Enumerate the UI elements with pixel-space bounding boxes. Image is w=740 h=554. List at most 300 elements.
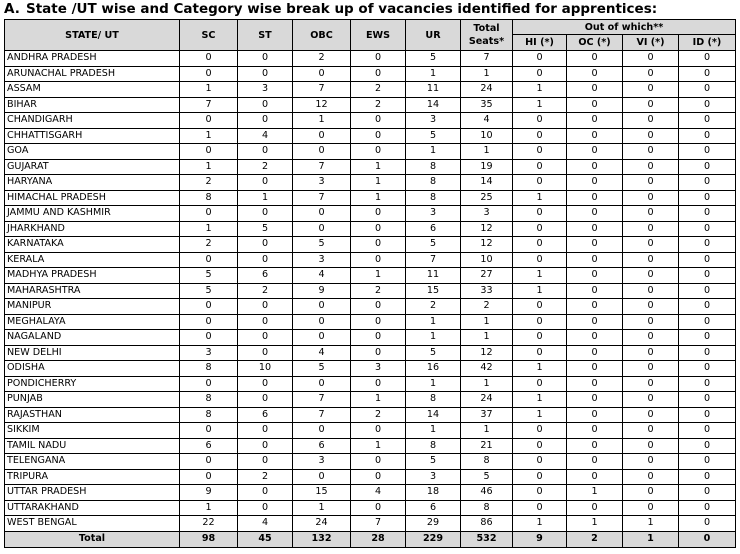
value-cell: 0 — [567, 283, 623, 299]
state-name-cell: CHANDIGARH — [5, 113, 180, 129]
value-cell: 0 — [679, 97, 736, 113]
value-cell: 0 — [623, 97, 679, 113]
value-cell: 6 — [293, 438, 351, 454]
value-cell: 6 — [180, 438, 238, 454]
value-cell: 0 — [351, 237, 406, 253]
state-name-cell: ODISHA — [5, 361, 180, 377]
value-cell: 0 — [623, 361, 679, 377]
value-cell: 8 — [180, 361, 238, 377]
value-cell: 1 — [293, 500, 351, 516]
value-cell: 1 — [406, 66, 461, 82]
value-cell: 0 — [351, 376, 406, 392]
state-name-cell: ARUNACHAL PRADESH — [5, 66, 180, 82]
value-cell: 8 — [461, 500, 513, 516]
value-cell: 0 — [513, 51, 567, 67]
value-cell: 14 — [461, 175, 513, 191]
value-cell: 0 — [623, 190, 679, 206]
state-name-cell: TAMIL NADU — [5, 438, 180, 454]
value-cell: 24 — [461, 82, 513, 98]
value-cell: 0 — [513, 454, 567, 470]
total-label: Total — [5, 531, 180, 547]
value-cell: 0 — [567, 237, 623, 253]
value-cell: 1 — [623, 516, 679, 532]
value-cell: 6 — [238, 407, 293, 423]
value-cell: 0 — [623, 252, 679, 268]
value-cell: 0 — [238, 113, 293, 129]
value-cell: 0 — [623, 268, 679, 284]
value-cell: 0 — [293, 221, 351, 237]
value-cell: 0 — [351, 221, 406, 237]
table-row — [5, 206, 736, 222]
value-cell: 0 — [513, 376, 567, 392]
header-state: STATE/ UT — [5, 20, 180, 51]
value-cell: 2 — [180, 175, 238, 191]
header-id: ID (*) — [679, 35, 736, 51]
value-cell: 0 — [567, 175, 623, 191]
state-name-cell: HARYANA — [5, 175, 180, 191]
value-cell: 0 — [238, 66, 293, 82]
total-cell: 0 — [679, 531, 736, 547]
value-cell: 0 — [238, 500, 293, 516]
table-row — [5, 128, 736, 144]
value-cell: 0 — [513, 113, 567, 129]
table-row — [5, 175, 736, 191]
value-cell: 0 — [180, 66, 238, 82]
table-row — [5, 376, 736, 392]
value-cell: 0 — [567, 82, 623, 98]
value-cell: 6 — [238, 268, 293, 284]
value-cell: 3 — [238, 82, 293, 98]
value-cell: 3 — [293, 252, 351, 268]
value-cell: 5 — [238, 221, 293, 237]
value-cell: 0 — [238, 376, 293, 392]
state-name-cell: GUJARAT — [5, 159, 180, 175]
value-cell: 0 — [293, 128, 351, 144]
value-cell: 1 — [461, 66, 513, 82]
value-cell: 0 — [679, 376, 736, 392]
table-row — [5, 299, 736, 315]
value-cell: 0 — [679, 299, 736, 315]
value-cell: 0 — [567, 407, 623, 423]
value-cell: 1 — [513, 97, 567, 113]
value-cell: 2 — [351, 82, 406, 98]
section-heading — [4, 0, 657, 18]
total-cell: 1 — [623, 531, 679, 547]
value-cell: 4 — [461, 113, 513, 129]
state-name-cell: BIHAR — [5, 97, 180, 113]
value-cell: 0 — [513, 221, 567, 237]
value-cell: 0 — [567, 392, 623, 408]
value-cell: 5 — [406, 128, 461, 144]
value-cell: 3 — [406, 469, 461, 485]
value-cell: 1 — [180, 500, 238, 516]
value-cell: 35 — [461, 97, 513, 113]
value-cell: 0 — [679, 516, 736, 532]
value-cell: 5 — [293, 237, 351, 253]
value-cell: 0 — [293, 423, 351, 439]
value-cell: 0 — [623, 237, 679, 253]
value-cell: 9 — [180, 485, 238, 501]
state-name-cell: GOA — [5, 144, 180, 160]
table-row — [5, 82, 736, 98]
value-cell: 0 — [567, 221, 623, 237]
value-cell: 0 — [679, 330, 736, 346]
value-cell: 1 — [351, 175, 406, 191]
value-cell: 0 — [180, 299, 238, 315]
value-cell: 3 — [461, 206, 513, 222]
value-cell: 0 — [623, 438, 679, 454]
value-cell: 29 — [406, 516, 461, 532]
value-cell: 0 — [623, 82, 679, 98]
state-name-cell: KARNATAKA — [5, 237, 180, 253]
value-cell: 3 — [293, 175, 351, 191]
value-cell: 2 — [406, 299, 461, 315]
state-name-cell: HIMACHAL PRADESH — [5, 190, 180, 206]
value-cell: 0 — [679, 361, 736, 377]
value-cell: 0 — [351, 66, 406, 82]
value-cell: 0 — [238, 438, 293, 454]
header-vi: VI (*) — [623, 35, 679, 51]
value-cell: 0 — [623, 485, 679, 501]
value-cell: 8 — [406, 392, 461, 408]
header-out-of-which: Out of which** — [513, 20, 736, 35]
value-cell: 11 — [406, 82, 461, 98]
value-cell: 8 — [180, 190, 238, 206]
value-cell: 0 — [180, 376, 238, 392]
table-row — [5, 454, 736, 470]
value-cell: 1 — [406, 330, 461, 346]
value-cell: 0 — [567, 159, 623, 175]
value-cell: 5 — [406, 51, 461, 67]
value-cell: 0 — [238, 252, 293, 268]
table-row — [5, 144, 736, 160]
state-name-cell: TELENGANA — [5, 454, 180, 470]
value-cell: 6 — [406, 221, 461, 237]
value-cell: 2 — [351, 407, 406, 423]
value-cell: 2 — [238, 283, 293, 299]
value-cell: 1 — [461, 144, 513, 160]
value-cell: 1 — [461, 314, 513, 330]
value-cell: 14 — [406, 407, 461, 423]
total-cell: 532 — [461, 531, 513, 547]
value-cell: 0 — [513, 485, 567, 501]
table-row — [5, 314, 736, 330]
value-cell: 0 — [623, 144, 679, 160]
value-cell: 0 — [351, 454, 406, 470]
state-name-cell: MANIPUR — [5, 299, 180, 315]
value-cell: 0 — [567, 299, 623, 315]
value-cell: 0 — [238, 51, 293, 67]
value-cell: 0 — [351, 252, 406, 268]
table-row — [5, 221, 736, 237]
table-row — [5, 361, 736, 377]
value-cell: 7 — [293, 392, 351, 408]
total-row — [5, 531, 736, 547]
table-row — [5, 500, 736, 516]
header-total-line2: Seats* — [468, 36, 505, 47]
value-cell: 0 — [351, 345, 406, 361]
value-cell: 0 — [238, 237, 293, 253]
value-cell: 0 — [567, 113, 623, 129]
table-row — [5, 268, 736, 284]
value-cell: 0 — [238, 392, 293, 408]
table-row — [5, 469, 736, 485]
value-cell: 0 — [567, 330, 623, 346]
value-cell: 0 — [351, 500, 406, 516]
value-cell: 1 — [513, 361, 567, 377]
state-name-cell: CHHATTISGARH — [5, 128, 180, 144]
table-row — [5, 159, 736, 175]
value-cell: 12 — [461, 237, 513, 253]
value-cell: 2 — [351, 97, 406, 113]
value-cell: 2 — [180, 237, 238, 253]
section-number: A. — [4, 1, 20, 17]
value-cell: 12 — [461, 345, 513, 361]
value-cell: 0 — [238, 454, 293, 470]
value-cell: 0 — [180, 454, 238, 470]
value-cell: 5 — [293, 361, 351, 377]
value-cell: 1 — [513, 283, 567, 299]
value-cell: 1 — [406, 376, 461, 392]
value-cell: 1 — [180, 159, 238, 175]
value-cell: 9 — [293, 283, 351, 299]
state-name-cell: KERALA — [5, 252, 180, 268]
value-cell: 5 — [406, 237, 461, 253]
value-cell: 0 — [238, 345, 293, 361]
value-cell: 0 — [180, 314, 238, 330]
value-cell: 3 — [351, 361, 406, 377]
value-cell: 0 — [567, 66, 623, 82]
value-cell: 0 — [679, 113, 736, 129]
value-cell: 8 — [406, 190, 461, 206]
value-cell: 10 — [238, 361, 293, 377]
value-cell: 0 — [679, 144, 736, 160]
header-total-line1: Total — [473, 23, 500, 34]
value-cell: 0 — [293, 314, 351, 330]
value-cell: 1 — [180, 82, 238, 98]
table-row — [5, 485, 736, 501]
value-cell: 8 — [406, 159, 461, 175]
value-cell: 0 — [679, 407, 736, 423]
value-cell: 0 — [180, 330, 238, 346]
value-cell: 1 — [513, 516, 567, 532]
value-cell: 0 — [623, 51, 679, 67]
total-cell: 28 — [351, 531, 406, 547]
value-cell: 0 — [623, 376, 679, 392]
value-cell: 0 — [623, 299, 679, 315]
value-cell: 0 — [293, 144, 351, 160]
state-name-cell: RAJASTHAN — [5, 407, 180, 423]
value-cell: 8 — [180, 392, 238, 408]
value-cell: 0 — [351, 423, 406, 439]
value-cell: 0 — [567, 438, 623, 454]
state-name-cell: ANDHRA PRADESH — [5, 51, 180, 67]
value-cell: 0 — [180, 252, 238, 268]
value-cell: 0 — [623, 113, 679, 129]
value-cell: 0 — [513, 66, 567, 82]
value-cell: 0 — [623, 407, 679, 423]
value-cell: 0 — [513, 314, 567, 330]
value-cell: 12 — [461, 221, 513, 237]
value-cell: 0 — [180, 51, 238, 67]
value-cell: 0 — [238, 206, 293, 222]
table-row — [5, 516, 736, 532]
value-cell: 15 — [293, 485, 351, 501]
state-name-cell: WEST BENGAL — [5, 516, 180, 532]
table-row — [5, 438, 736, 454]
table-row — [5, 330, 736, 346]
value-cell: 0 — [679, 268, 736, 284]
value-cell: 11 — [406, 268, 461, 284]
value-cell: 0 — [351, 206, 406, 222]
value-cell: 1 — [461, 330, 513, 346]
value-cell: 0 — [567, 454, 623, 470]
value-cell: 0 — [623, 206, 679, 222]
value-cell: 0 — [679, 66, 736, 82]
state-name-cell: NAGALAND — [5, 330, 180, 346]
value-cell: 2 — [461, 299, 513, 315]
value-cell: 0 — [238, 97, 293, 113]
value-cell: 0 — [513, 144, 567, 160]
value-cell: 33 — [461, 283, 513, 299]
value-cell: 0 — [513, 330, 567, 346]
value-cell: 0 — [679, 454, 736, 470]
state-name-cell: SIKKIM — [5, 423, 180, 439]
value-cell: 0 — [679, 252, 736, 268]
table-row — [5, 283, 736, 299]
value-cell: 0 — [513, 237, 567, 253]
table-row — [5, 113, 736, 129]
value-cell: 0 — [238, 423, 293, 439]
total-cell: 2 — [567, 531, 623, 547]
state-name-cell: MEGHALAYA — [5, 314, 180, 330]
value-cell: 0 — [180, 469, 238, 485]
value-cell: 0 — [567, 51, 623, 67]
header-hi: HI (*) — [513, 35, 567, 51]
value-cell: 1 — [461, 423, 513, 439]
value-cell: 0 — [567, 376, 623, 392]
value-cell: 0 — [513, 438, 567, 454]
header-st: ST — [238, 20, 293, 51]
value-cell: 0 — [679, 485, 736, 501]
value-cell: 0 — [513, 159, 567, 175]
value-cell: 4 — [351, 485, 406, 501]
value-cell: 8 — [461, 454, 513, 470]
value-cell: 46 — [461, 485, 513, 501]
value-cell: 1 — [293, 113, 351, 129]
value-cell: 0 — [567, 206, 623, 222]
total-cell: 45 — [238, 531, 293, 547]
value-cell: 0 — [513, 252, 567, 268]
value-cell: 0 — [567, 144, 623, 160]
state-name-cell: TRIPURA — [5, 469, 180, 485]
value-cell: 0 — [623, 469, 679, 485]
value-cell: 0 — [679, 82, 736, 98]
value-cell: 86 — [461, 516, 513, 532]
value-cell: 0 — [351, 314, 406, 330]
value-cell: 7 — [293, 82, 351, 98]
value-cell: 10 — [461, 128, 513, 144]
value-cell: 12 — [293, 97, 351, 113]
table-row — [5, 345, 736, 361]
value-cell: 3 — [180, 345, 238, 361]
value-cell: 3 — [406, 113, 461, 129]
table-row — [5, 51, 736, 67]
header-sc: SC — [180, 20, 238, 51]
value-cell: 0 — [293, 469, 351, 485]
value-cell: 0 — [623, 221, 679, 237]
value-cell: 0 — [351, 113, 406, 129]
value-cell: 0 — [513, 299, 567, 315]
table-row — [5, 190, 736, 206]
value-cell: 7 — [406, 252, 461, 268]
table-row — [5, 423, 736, 439]
value-cell: 1 — [351, 159, 406, 175]
value-cell: 0 — [513, 500, 567, 516]
value-cell: 0 — [351, 299, 406, 315]
value-cell: 0 — [679, 128, 736, 144]
value-cell: 0 — [679, 392, 736, 408]
value-cell: 7 — [293, 159, 351, 175]
value-cell: 7 — [461, 51, 513, 67]
value-cell: 0 — [679, 206, 736, 222]
value-cell: 1 — [351, 190, 406, 206]
value-cell: 0 — [567, 345, 623, 361]
value-cell: 0 — [293, 330, 351, 346]
value-cell: 0 — [351, 128, 406, 144]
value-cell: 0 — [293, 206, 351, 222]
value-cell: 0 — [238, 330, 293, 346]
value-cell: 0 — [180, 423, 238, 439]
value-cell: 0 — [623, 314, 679, 330]
value-cell: 0 — [513, 128, 567, 144]
value-cell: 0 — [238, 144, 293, 160]
value-cell: 0 — [351, 330, 406, 346]
value-cell: 0 — [180, 144, 238, 160]
total-cell: 132 — [293, 531, 351, 547]
value-cell: 0 — [180, 113, 238, 129]
table-row — [5, 407, 736, 423]
value-cell: 0 — [623, 175, 679, 191]
value-cell: 14 — [406, 97, 461, 113]
value-cell: 19 — [461, 159, 513, 175]
value-cell: 22 — [180, 516, 238, 532]
value-cell: 5 — [180, 283, 238, 299]
value-cell: 0 — [623, 392, 679, 408]
value-cell: 0 — [679, 423, 736, 439]
state-name-cell: UTTARAKHAND — [5, 500, 180, 516]
value-cell: 24 — [293, 516, 351, 532]
table-row — [5, 66, 736, 82]
value-cell: 1 — [567, 516, 623, 532]
value-cell: 1 — [513, 268, 567, 284]
value-cell: 0 — [679, 500, 736, 516]
value-cell: 5 — [461, 469, 513, 485]
value-cell: 1 — [406, 144, 461, 160]
value-cell: 0 — [567, 128, 623, 144]
value-cell: 3 — [293, 454, 351, 470]
value-cell: 27 — [461, 268, 513, 284]
value-cell: 1 — [351, 438, 406, 454]
value-cell: 1 — [513, 82, 567, 98]
table-body — [5, 51, 736, 532]
header-obc: OBC — [293, 20, 351, 51]
value-cell: 8 — [180, 407, 238, 423]
value-cell: 0 — [238, 175, 293, 191]
value-cell: 0 — [238, 299, 293, 315]
value-cell: 0 — [679, 237, 736, 253]
value-cell: 0 — [623, 128, 679, 144]
